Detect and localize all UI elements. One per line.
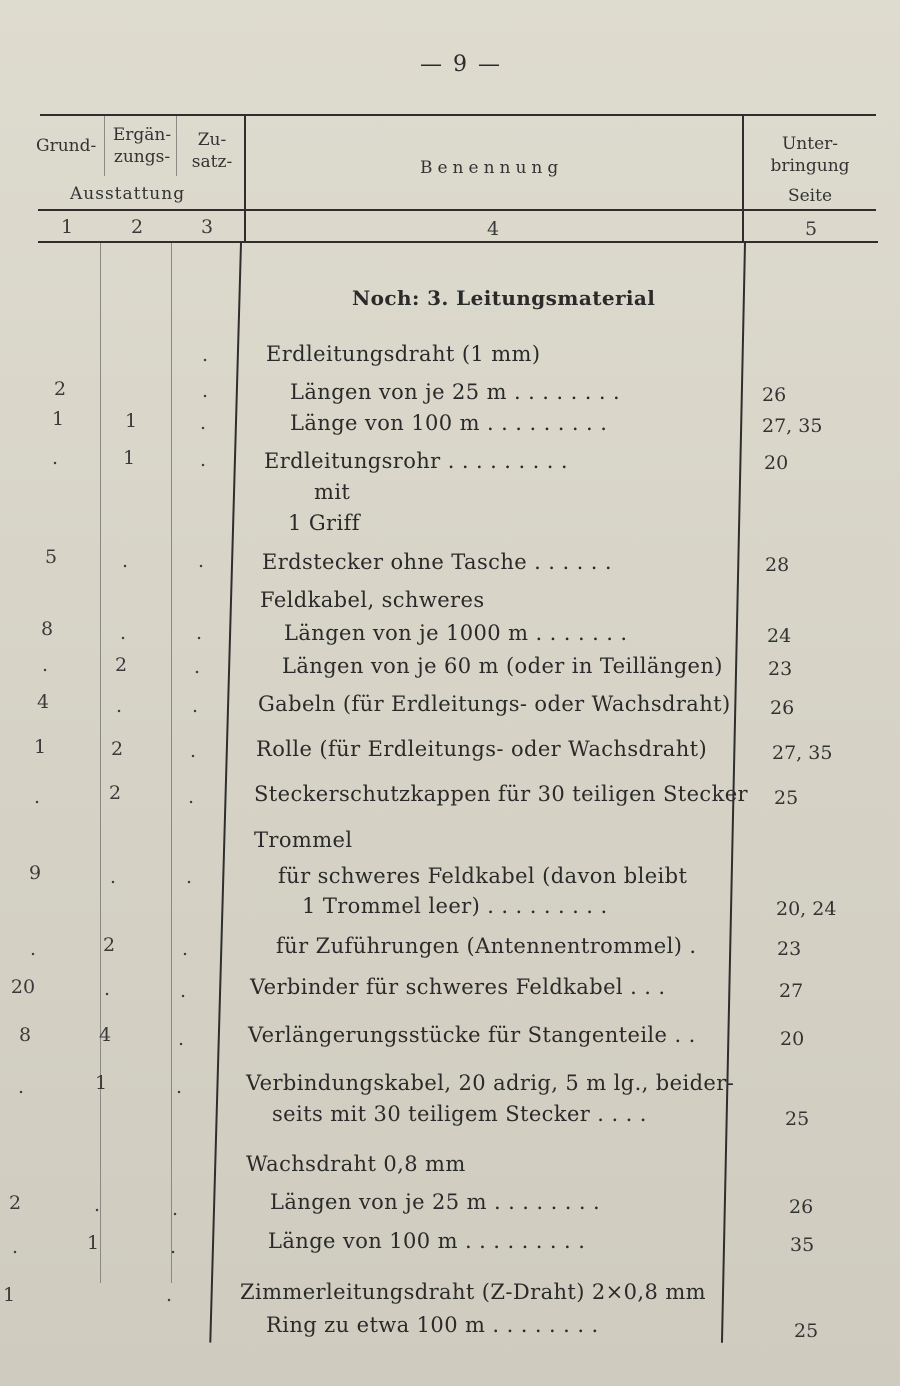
index-1: 1	[60, 216, 74, 238]
header-ergaenzungs-2: zungs-	[113, 147, 171, 167]
row-grund: 1	[2, 1284, 16, 1306]
header-zusatz-1: Zu-	[197, 130, 227, 150]
header-sep-1	[104, 116, 105, 176]
row-grund: 5	[44, 546, 58, 568]
header-sep-4	[742, 116, 744, 242]
row-grund: 2	[8, 1192, 22, 1214]
row-grund: .	[17, 1076, 25, 1098]
body-sep-2	[171, 243, 172, 1283]
row-text: für Zuführungen (Antennentrommel) .	[276, 934, 697, 958]
row-text: Zimmerleitungsdraht (Z-Draht) 2×0,8 mm	[240, 1280, 706, 1304]
row-grund: .	[11, 1236, 19, 1258]
row-zusatz: .	[179, 980, 187, 1002]
row-text: Länge von 100 m . . . . . . . . .	[290, 411, 608, 435]
row-seite: 23	[768, 658, 793, 680]
row-text: Feldkabel, schweres	[260, 588, 485, 612]
row-text: Verlängerungsstücke für Stangenteile . .	[248, 1023, 696, 1047]
row-grund: .	[51, 447, 59, 469]
row-zusatz: .	[169, 1236, 177, 1258]
row-ergaenzung: 2	[108, 782, 122, 804]
header-zusatz-2: satz-	[191, 152, 233, 172]
row-ergaenzung: .	[103, 978, 111, 1000]
header-top-rule	[40, 114, 876, 116]
row-zusatz: .	[199, 412, 207, 434]
header-ausstattung: Ausstattung	[70, 184, 186, 204]
body-sep-3	[209, 243, 242, 1343]
header-sep-2	[176, 116, 177, 176]
row-ergaenzung: 1	[86, 1232, 100, 1254]
row-text: Verbindungskabel, 20 adrig, 5 m lg., beider-	[246, 1071, 735, 1095]
section-title: Noch: 3. Leitungsmaterial	[352, 286, 656, 310]
row-zusatz: .	[171, 1198, 179, 1220]
row-seite: 28	[765, 554, 790, 576]
header-bringung: bringung	[770, 156, 850, 176]
row-text: Länge von 100 m . . . . . . . . .	[268, 1229, 586, 1253]
row-grund: .	[41, 654, 49, 676]
header-ergaenzungs-1: Ergän-	[112, 125, 172, 145]
row-ergaenzung: 4	[98, 1024, 112, 1046]
row-seite: 23	[777, 938, 802, 960]
row-zusatz: .	[181, 938, 189, 960]
row-ergaenzung: 2	[114, 654, 128, 676]
header-grund: Grund-	[36, 136, 97, 156]
row-text: Trommel	[254, 828, 353, 852]
row-ergaenzung: .	[93, 1194, 101, 1216]
row-grund: 1	[33, 736, 47, 758]
row-text: 1 Griff	[288, 511, 360, 535]
row-zusatz: .	[191, 695, 199, 717]
page-number: — 9 —	[420, 52, 502, 77]
index-3: 3	[200, 216, 214, 238]
row-grund: 8	[40, 618, 54, 640]
row-zusatz: .	[199, 449, 207, 471]
row-zusatz: .	[201, 344, 209, 366]
row-zusatz: .	[201, 380, 209, 402]
row-ergaenzung: .	[115, 695, 123, 717]
row-zusatz: .	[189, 740, 197, 762]
header-sep-3	[244, 116, 246, 242]
row-ergaenzung: .	[119, 622, 127, 644]
row-text: Rolle (für Erdleitungs- oder Wachsdraht)	[256, 737, 708, 761]
row-text: mit	[314, 480, 351, 504]
index-5: 5	[804, 218, 818, 240]
row-text: Wachsdraht 0,8 mm	[246, 1152, 466, 1176]
header-bottom-rule	[38, 241, 878, 243]
row-text: Steckerschutzkappen für 30 teiligen Stecker	[254, 782, 748, 806]
row-zusatz: .	[175, 1076, 183, 1098]
row-text: für schweres Feldkabel (davon bleibt	[278, 864, 688, 888]
row-seite: 20, 24	[776, 898, 837, 920]
index-4: 4	[486, 218, 500, 240]
index-2: 2	[130, 216, 144, 238]
row-seite: 20	[780, 1028, 805, 1050]
row-ergaenzung: 1	[124, 410, 138, 432]
row-seite: 20	[764, 452, 789, 474]
row-seite: 27, 35	[762, 415, 823, 437]
row-grund: 20	[10, 976, 36, 998]
row-ergaenzung: 1	[94, 1072, 108, 1094]
row-seite: 27	[779, 980, 804, 1002]
row-ergaenzung: 1	[122, 447, 136, 469]
row-seite: 26	[789, 1196, 814, 1218]
row-text: Gabeln (für Erdleitungs- oder Wachsdraht)	[258, 692, 731, 716]
row-seite: 26	[770, 697, 795, 719]
row-ergaenzung: 2	[110, 738, 124, 760]
row-zusatz: .	[197, 550, 205, 572]
header-seite: Seite	[787, 186, 833, 206]
row-grund: 4	[36, 691, 50, 713]
row-grund: 1	[51, 408, 65, 430]
row-grund: .	[33, 786, 41, 808]
row-text: Längen von je 1000 m . . . . . . .	[284, 621, 628, 645]
row-zusatz: .	[187, 786, 195, 808]
row-text: Ring zu etwa 100 m . . . . . . . .	[266, 1313, 599, 1337]
row-text: Längen von je 25 m . . . . . . . .	[270, 1190, 601, 1214]
row-text: Verbinder für schweres Feldkabel . . .	[250, 975, 666, 999]
row-grund: 9	[28, 862, 42, 884]
header-mid-rule	[38, 209, 876, 211]
row-text: Längen von je 60 m (oder in Teillängen)	[282, 654, 723, 678]
row-seite: 24	[767, 625, 792, 647]
row-seite: 25	[785, 1108, 810, 1130]
row-text: seits mit 30 teiligem Stecker . . . .	[272, 1102, 647, 1126]
row-zusatz: .	[195, 622, 203, 644]
row-seite: 35	[790, 1234, 815, 1256]
body-sep-1	[100, 243, 101, 1283]
row-grund: 8	[18, 1024, 32, 1046]
row-text: Erdleitungsrohr . . . . . . . . .	[264, 449, 568, 473]
row-seite: 25	[794, 1320, 819, 1342]
header-benennung: Benennung	[420, 158, 564, 178]
row-text: Erdstecker ohne Tasche . . . . . .	[262, 550, 612, 574]
row-seite: 25	[774, 787, 799, 809]
row-seite: 27, 35	[772, 742, 833, 764]
row-ergaenzung: .	[121, 550, 129, 572]
row-zusatz: .	[165, 1284, 173, 1306]
row-zusatz: .	[185, 866, 193, 888]
row-text: 1 Trommel leer) . . . . . . . . .	[302, 894, 608, 918]
header-unter: Unter-	[781, 134, 839, 154]
row-ergaenzung: 2	[102, 934, 116, 956]
row-text: Erdleitungsdraht (1 mm)	[266, 342, 541, 366]
row-text: Längen von je 25 m . . . . . . . .	[290, 380, 621, 404]
row-grund: 2	[53, 378, 67, 400]
row-ergaenzung: .	[109, 866, 117, 888]
row-zusatz: .	[193, 656, 201, 678]
row-seite: 26	[762, 384, 787, 406]
row-zusatz: .	[177, 1028, 185, 1050]
row-grund: .	[29, 938, 37, 960]
